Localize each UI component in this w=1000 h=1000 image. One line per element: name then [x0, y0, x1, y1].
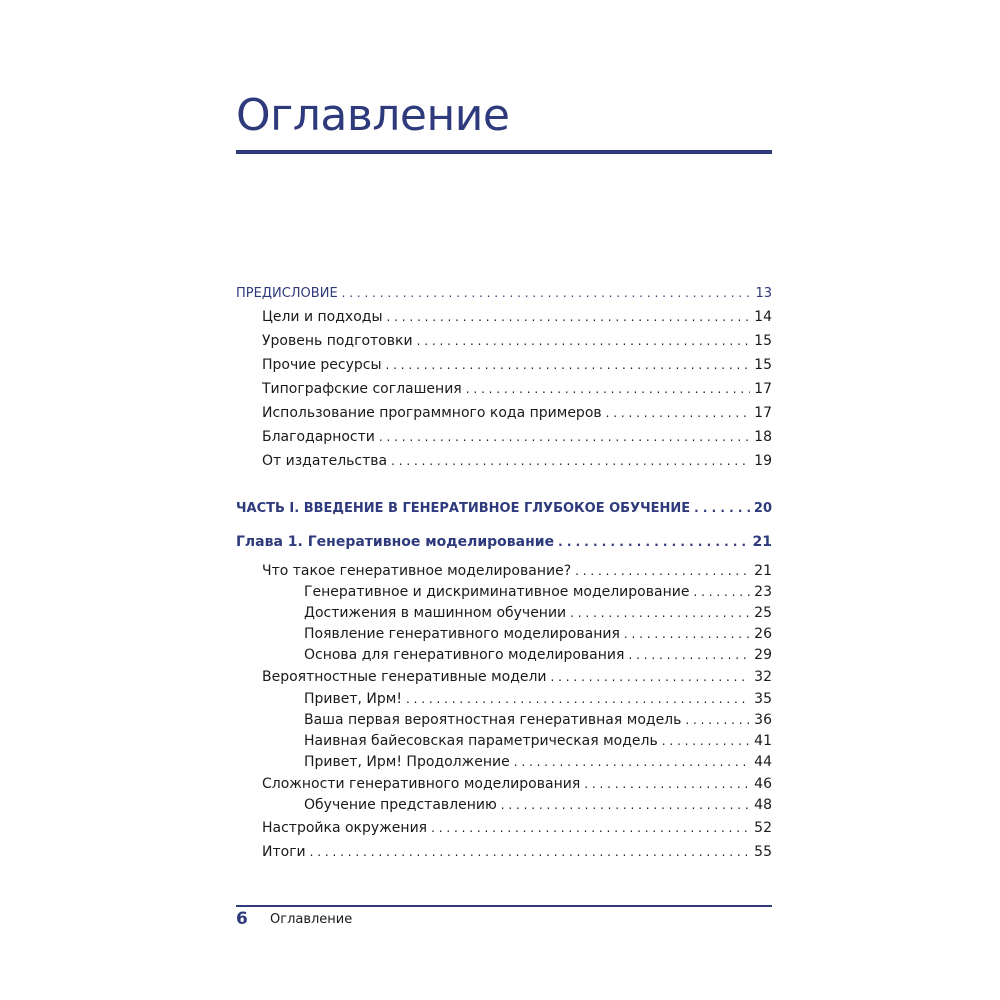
toc-entry-title: Вероятностные генеративные модели [262, 669, 547, 685]
toc-leader-dots [694, 499, 750, 517]
toc-entry-page: 19 [754, 453, 772, 469]
toc-entry-page: 25 [754, 605, 772, 621]
toc-leader-dots [570, 604, 750, 622]
toc-leader-dots [417, 332, 751, 350]
toc-entry-title: Итоги [262, 844, 306, 860]
toc-entry-title: Привет, Ирм! Продолжение [304, 754, 510, 770]
toc-entry-page: 26 [754, 626, 772, 642]
toc-entry-page: 55 [754, 844, 772, 860]
toc-entry-title: ПРЕДИСЛОВИЕ [236, 286, 338, 301]
toc-leader-dots [466, 380, 750, 398]
toc-entry-title: Ваша первая вероятностная генеративная модель [304, 712, 682, 728]
toc-entry-title: Появление генеративного моделирования [304, 626, 620, 642]
toc-leader-dots [342, 284, 752, 302]
toc-entry-page: 36 [754, 712, 772, 728]
toc-entry[interactable] [304, 690, 772, 708]
title-rule [236, 150, 772, 154]
toc-leader-dots [662, 732, 750, 750]
toc-entry[interactable] [262, 404, 772, 422]
toc-entry-title: Сложности генеративного моделирования [262, 776, 581, 792]
footer-rule [236, 905, 772, 907]
toc-entry-title: Цели и подходы [262, 309, 383, 325]
running-footer-title: Оглавление [270, 912, 353, 927]
toc-entry[interactable] [304, 753, 772, 771]
toc-leader-dots [387, 308, 751, 326]
toc-entry-page: 18 [754, 429, 772, 445]
toc-entry-title: Уровень подготовки [262, 333, 413, 349]
toc-leader-dots [558, 533, 748, 551]
toc-entry-title: Обучение представлению [304, 797, 497, 813]
toc-entry[interactable] [304, 796, 772, 814]
toc-entry-title: От издательства [262, 453, 388, 469]
toc-entry-title: Что такое генеративное моделирование? [262, 563, 572, 579]
toc-entry-title: Глава 1. Генеративное моделирование [236, 534, 555, 550]
toc-entry-title: Благодарности [262, 429, 375, 445]
toc-entry-page: 14 [754, 309, 772, 325]
toc-entry-title: Основа для генеративного моделирования [304, 647, 625, 663]
toc-entry[interactable] [304, 646, 772, 664]
toc-leader-dots [431, 819, 750, 837]
toc-entry[interactable] [262, 668, 772, 686]
toc-entry-page: 35 [754, 691, 772, 707]
toc-leader-dots [575, 562, 750, 580]
toc-entry-title: Наивная байесовская параметрическая модель [304, 733, 658, 749]
toc-leader-dots [685, 711, 750, 729]
toc-leader-dots [406, 690, 750, 708]
toc-leader-dots [606, 404, 751, 422]
toc-entry-page: 46 [754, 776, 772, 792]
toc-leader-dots [514, 753, 750, 771]
toc-entry-page: 44 [754, 754, 772, 770]
toc-entry-page: 29 [754, 647, 772, 663]
toc-entry-page: 48 [754, 797, 772, 813]
toc-entry[interactable] [262, 380, 772, 398]
page-number: 6 [236, 909, 248, 929]
toc-entry[interactable] [304, 604, 772, 622]
toc-entry[interactable] [262, 775, 772, 793]
toc-leader-dots [584, 775, 750, 793]
toc-leader-dots [310, 843, 751, 861]
toc-entry[interactable] [262, 332, 772, 350]
toc-leader-dots [551, 668, 751, 686]
toc-entry[interactable] [304, 732, 772, 750]
toc-entry[interactable] [262, 308, 772, 326]
toc-entry[interactable] [304, 625, 772, 643]
toc-entry[interactable] [304, 583, 772, 601]
toc-leader-dots [501, 796, 750, 814]
toc-entry-chapter[interactable] [236, 533, 772, 551]
toc-entry-page: 17 [754, 405, 772, 421]
toc-entry-title: Типографские соглашения [262, 381, 462, 397]
toc-entry-page: 21 [752, 534, 772, 550]
toc-entry-title: ЧАСТЬ I. ВВЕДЕНИЕ В ГЕНЕРАТИВНОЕ ГЛУБОКОЕ ОБУЧЕНИЕ [236, 501, 691, 516]
toc-entry-title: Использование программного кода примеров [262, 405, 602, 421]
toc-leader-dots [386, 356, 751, 374]
toc-leader-dots [693, 583, 750, 601]
toc-entry-page: 15 [754, 333, 772, 349]
toc-leader-dots [391, 452, 750, 470]
toc-entry-page: 13 [755, 286, 772, 301]
toc-entry-title: Генеративное и дискриминативное моделирование [304, 584, 690, 600]
toc-entry-preface[interactable] [236, 284, 772, 303]
toc-entry-title: Достижения в машинном обучении [304, 605, 567, 621]
toc-entry[interactable] [262, 819, 772, 837]
toc-entry-page: 17 [754, 381, 772, 397]
toc-entry-page: 15 [754, 357, 772, 373]
toc-leader-dots [628, 646, 750, 664]
toc-entry[interactable] [262, 356, 772, 374]
toc-entry-page: 52 [754, 820, 772, 836]
toc-entry-page: 23 [754, 584, 772, 600]
toc-entry-page: 32 [754, 669, 772, 685]
toc-entry-page: 20 [753, 501, 772, 516]
toc-leader-dots [624, 625, 750, 643]
toc-leader-dots [379, 428, 750, 446]
toc-entry[interactable] [262, 843, 772, 861]
toc-entry-title: Прочие ресурсы [262, 357, 382, 373]
page-title: Оглавление [236, 90, 510, 141]
toc-entry[interactable] [262, 428, 772, 446]
toc-entry-part[interactable] [236, 499, 772, 518]
toc-entry-page: 21 [754, 563, 772, 579]
toc-entry[interactable] [262, 562, 772, 580]
toc-entry-page: 41 [754, 733, 772, 749]
toc-entry-title: Привет, Ирм! [304, 691, 402, 707]
toc-entry[interactable] [304, 711, 772, 729]
toc-entry-title: Настройка окружения [262, 820, 428, 836]
toc-entry[interactable] [262, 452, 772, 470]
